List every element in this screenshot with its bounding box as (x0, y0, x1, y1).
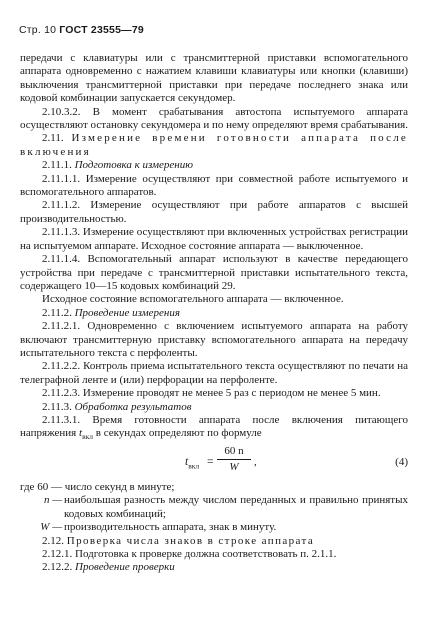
paragraph: 2.11.1.2. Измерение осуществляют при работе аппаратов с высшей производительностью. (20, 199, 408, 225)
formula-fraction (217, 445, 251, 475)
formula-var: t (185, 455, 189, 468)
subsection-heading (20, 307, 408, 320)
subsection-title: Проведение проверки (75, 561, 175, 574)
document-body (20, 52, 408, 575)
paragraph: 2.11.2.2. Контроль приема испытательного текста осуществляют по печати на телеграфной ленте и (или) перфорации на перфоленте. (20, 360, 408, 386)
section-title: Проверка числа знаков в строке аппарата (66, 534, 315, 547)
variable-subscript: вкл (82, 432, 93, 442)
standard-number: ГОСТ 23555—79 (59, 24, 144, 36)
page-label: Стр. 10 (19, 24, 57, 36)
paragraph: 2.11.2.3. Измерение проводят не менее 5 раз с периодом не менее 5 мин. (42, 387, 381, 400)
variable-t: t (79, 427, 83, 440)
subsection-title: Обработка результатов (74, 400, 192, 413)
paragraph-text: в секундах определяют по формуле (95, 427, 262, 440)
formula-4 (20, 445, 408, 479)
formula-comma: , (254, 455, 257, 468)
subsection-heading (20, 561, 408, 574)
formula-equals: = (207, 455, 214, 468)
legend-item-n (20, 494, 408, 521)
formula-subscript: вкл (188, 461, 200, 471)
legend-symbol: n — (43, 494, 62, 507)
section-number: 2.12. (42, 534, 64, 547)
section-number: 2.11. (42, 132, 64, 145)
page-header (19, 24, 144, 36)
subsection-number: 2.12.2. (42, 561, 73, 574)
paragraph-text: 2.11.3.1. Время готовности аппарата после включения питающего напряжения (20, 413, 408, 440)
section-heading (20, 132, 408, 159)
subsection-heading (20, 401, 408, 414)
legend-text: производительность аппарата, знак в минуту. (64, 521, 277, 534)
subsection-title: Проведение измерения (74, 306, 180, 319)
formula-number: (4) (395, 455, 408, 468)
subsection-number: 2.11.2. (42, 306, 72, 319)
subsection-number: 2.11.1. (42, 159, 72, 172)
subsection-heading (20, 159, 408, 172)
paragraph: 2.11.2.1. Одновременно с включением испытуемого аппарата на работу включают трансмиттерную приставку вспомогательного аппарата на передачу испытательного текста с перфоленты. (20, 320, 408, 359)
subsection-number: 2.11.3. (42, 400, 72, 413)
legend-where: где 60 — число секунд в минуте; (20, 480, 175, 493)
formula-numerator: 60 n (217, 445, 251, 460)
paragraph (20, 414, 408, 444)
formula-denominator: W (229, 461, 239, 474)
legend-item-w (20, 521, 408, 534)
subsection-title: Подготовка к измерению (74, 159, 193, 172)
paragraph: 2.12.1. Подготовка к проверке должна соответствовать п. 2.1.1. (42, 548, 337, 560)
paragraph: 2.10.3.2. В момент срабатывания автостопа испытуемого аппарата осуществляют остановку секундомера и по нему определяют время срабатывания. (20, 105, 408, 132)
legend-text: наибольшая разность между числом переданных и правильно принятых кодовых комбинаций; (64, 494, 408, 520)
legend-symbol: W — (40, 521, 62, 534)
paragraph: 2.11.1.4. Вспомогательный аппарат используют в качестве передающего устройства при передаче с трансмиттерной приставки испытательного текста, содержащего 10—15 кодовых комбинаций 29. (20, 253, 408, 292)
paragraph: передачи с клавиатуры или с трансмиттерной приставки вспомогательного аппарата одновременно с нажатием клавиши клавиатуры или кнопки (клавиши) выключения трансмиттерной приставки при передаче последнего знака или кодовой комбинации запускается секундомер. (20, 52, 408, 105)
formula-lhs (185, 456, 199, 473)
section-title: Измерение времени готовности аппарата после включения (20, 132, 408, 158)
paragraph: 2.11.1.3. Измерение осуществляют при включенных устройствах регистрации на испытуемом аппарате. Исходное состояние аппарата — выключенное. (20, 226, 408, 252)
paragraph: Исходное состояние вспомогательного аппарата — включенное. (42, 293, 344, 306)
paragraph: 2.11.1.1. Измерение осуществляют при совместной работе испытуемого и вспомогательного аппаратов. (20, 172, 408, 199)
section-heading (20, 535, 408, 548)
